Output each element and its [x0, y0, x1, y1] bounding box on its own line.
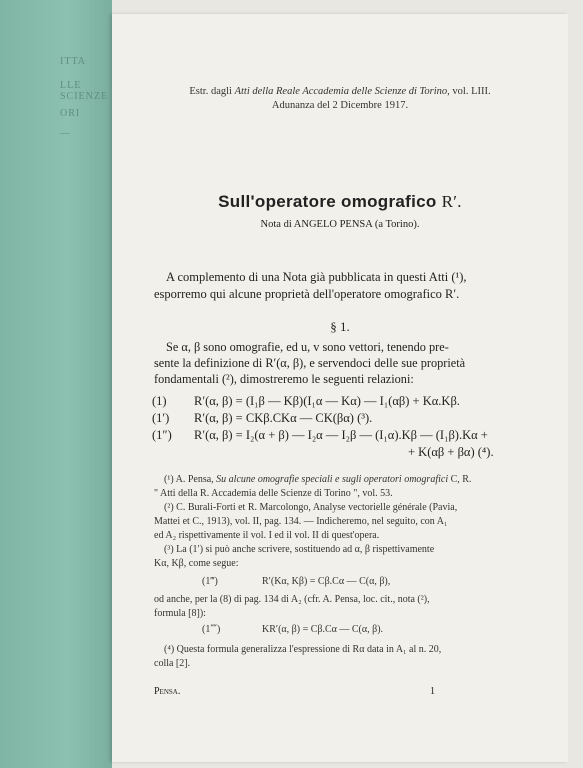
footnote-3: (³) La (1′) si può anche scrivere, sostituendo ad α, β rispettivamente — [164, 544, 435, 555]
footnote-4: (⁴) Questa formula generalizza l'espressione di Rα data in A₁ al n. 20, — [164, 644, 442, 655]
footnote-3-cont: Kα, Kβ, come segue: — [154, 558, 239, 569]
footnote-3-eq: R′(Kα, Kβ) = Cβ.Cα — C(α, β), — [262, 576, 391, 587]
equation-label: (1) — [152, 394, 167, 408]
equation-label: (1′) — [152, 411, 170, 425]
header-citation: Estr. dagli Atti della Reale Accademia delle Scienze di Torino, vol. LIII. — [189, 86, 491, 97]
footnote-2: (²) C. Burali-Forti et R. Marcolongo, Analyse vectorielle générale (Pavia, — [164, 502, 458, 513]
cover-mark: LLE SCIENZE — [60, 80, 109, 102]
equation: R′(α, β) = (I₁β — Kβ)(I₁α — Kα) — I₁(αβ) + Kα.Kβ. — [194, 394, 460, 408]
equation-continuation: + K(αβ + βα) (⁴). — [408, 445, 494, 459]
footnote-3-cont: formula [8]): — [154, 608, 206, 619]
cover-edge — [0, 0, 112, 768]
paragraph-line: sente la definizione di R′(α, β), e servendoci delle sue proprietà — [154, 356, 466, 370]
footnote-1-cont: " Atti della R. Accademia delle Scienze di Torino ", vol. 53. — [154, 488, 393, 499]
section-heading: § 1. — [330, 319, 350, 334]
footnote-1: (¹) A. Pensa, Su alcune omografie speciali e sugli operatori omografici C, R. — [164, 474, 472, 485]
author-line: Nota di ANGELO PENSA (a Torino). — [260, 219, 420, 230]
page-title: Sull'operatore omografico R′. — [218, 192, 462, 211]
footnote-4-cont: colla [2]. — [154, 658, 191, 669]
footnote-3-eq-label: (1‴) — [202, 576, 218, 587]
cover-mark: — — [60, 128, 71, 139]
cover-mark: ORI — [60, 108, 81, 119]
cover-mark: ITTA — [60, 56, 86, 67]
footnote-2-cont: ed A₂ rispettivamente il vol. I ed il vol. II di quest'opera. — [154, 530, 380, 541]
intro-line: A complemento di una Nota già pubblicata in questi Atti (¹), — [166, 270, 467, 284]
footer-author: Pensa. — [154, 686, 181, 697]
footnote-3-eq: KR′(α, β) = Cβ.Cα — C(α, β). — [262, 624, 384, 635]
header-date: Adunanza del 2 Dicembre 1917. — [271, 100, 409, 111]
footnote-2-cont: Mattei et C., 1913), vol. II, pag. 134. — Indicheremo, nel seguito, con A₁ — [154, 516, 448, 527]
equation: R′(α, β) = I₂(α + β) — I₂α — I₂β — (I₁α).Kβ — (I₁β).Kα + — [194, 428, 488, 442]
equation-label: (1″) — [152, 428, 172, 442]
document-page — [112, 14, 568, 762]
footnote-3-cont: od anche, per la (8) di pag. 134 di A₂ (cfr. A. Pensa, loc. cit., nota (²), — [154, 594, 430, 605]
paragraph-line: fondamentali (²), dimostreremo le seguenti relazioni: — [154, 372, 414, 386]
footnote-3-eq-label: (1⁗) — [202, 624, 221, 635]
equation: R′(α, β) = CKβ.CKα — CK(βα) (³). — [194, 411, 373, 425]
intro-line: esporremo qui alcune proprietà dell'operatore omografico R′. — [154, 287, 460, 301]
paragraph-line: Se α, β sono omografie, ed u, v sono vettori, tenendo pre- — [166, 340, 449, 354]
page-number: 1 — [430, 686, 435, 697]
